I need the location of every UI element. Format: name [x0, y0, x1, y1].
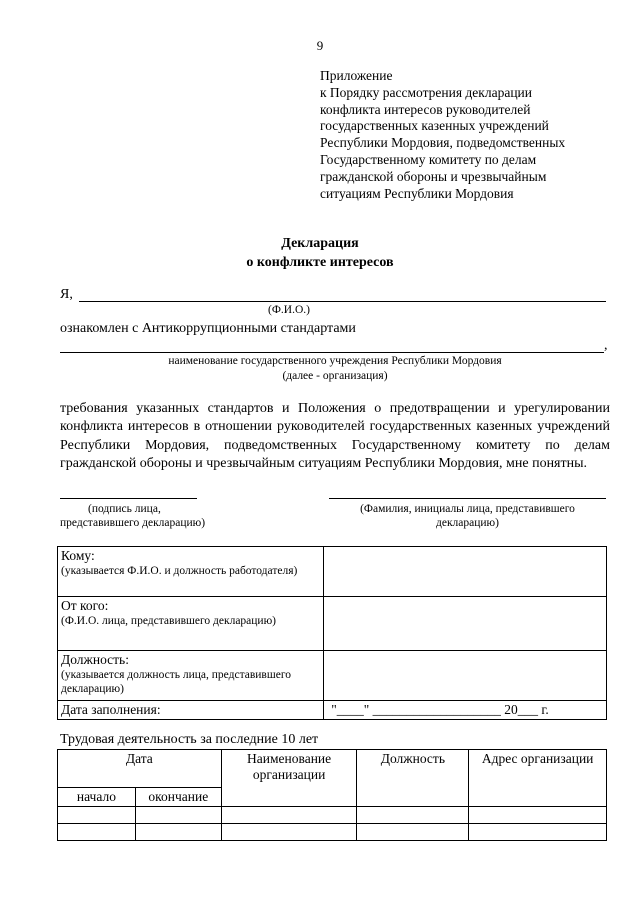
table-row: [58, 807, 607, 824]
to-cell: [58, 547, 324, 597]
name-initials-caption: (Фамилия, инициалы лица, представившего: [360, 503, 575, 515]
to-label: Кому:: [61, 548, 95, 563]
acquainted-text: ознакомлен с Антикоррупционными стандартами: [60, 321, 356, 336]
table-cell[interactable]: [357, 824, 469, 841]
declarant-prefix: Я,: [60, 287, 73, 302]
document-subtitle: о конфликте интересов: [246, 255, 394, 270]
header-organization: Наименование организации: [221, 750, 357, 807]
table-row: [58, 701, 607, 720]
work-history-caption: Трудовая деятельность за последние 10 лет: [60, 732, 319, 747]
signature-caption-2: представившего декларацию): [60, 517, 206, 529]
appendix-line: государственных казенных учреждений: [320, 118, 549, 134]
table-cell[interactable]: [135, 807, 221, 824]
name-initials-line[interactable]: [329, 498, 606, 499]
date-cell: [58, 701, 324, 720]
position-value-cell[interactable]: [324, 651, 607, 701]
fio-line[interactable]: [79, 301, 402, 302]
organization-caption: наименование государственного учреждения Республики Мордовия: [168, 355, 502, 367]
appendix-line: конфликта интересов руководителей: [320, 101, 531, 117]
declaration-form-table: [57, 546, 607, 720]
organization-comma: ,: [604, 338, 608, 353]
table-cell[interactable]: [357, 807, 469, 824]
table-cell[interactable]: [469, 824, 607, 841]
date-label: Дата заполнения:: [61, 702, 161, 717]
from-value-cell[interactable]: [324, 597, 607, 651]
table-row: [58, 547, 607, 597]
position-label: Должность:: [61, 652, 129, 667]
header-position: Должность: [357, 750, 469, 807]
signature-caption: (подпись лица,: [88, 503, 161, 515]
header-end: окончание: [135, 788, 221, 807]
to-note: (указывается Ф.И.О. и должность работодателя): [61, 565, 298, 577]
header-date: Дата: [58, 750, 222, 788]
header-address: Адрес организации: [469, 750, 607, 807]
appendix-line: ситуациям Республики Мордовия: [320, 185, 514, 201]
name-initials-caption-2: декларацию): [436, 517, 499, 529]
table-row: [58, 824, 607, 841]
appendix-line: Республики Мордовия, подведомственных: [320, 135, 566, 151]
table-row: [58, 651, 607, 701]
position-note: (указывается должность лица, представившего декларацию): [61, 669, 291, 695]
table-cell[interactable]: [58, 824, 136, 841]
table-cell[interactable]: [221, 807, 357, 824]
appendix-line: Государственному комитету по делам: [320, 151, 537, 167]
appendix-block: [320, 68, 620, 202]
work-history-table: [57, 749, 607, 841]
from-note: (Ф.И.О. лица, представившего декларацию): [61, 615, 277, 627]
appendix-line: к Порядку рассмотрения декларации: [320, 84, 532, 100]
fio-line-extra[interactable]: [402, 301, 606, 302]
fio-caption: (Ф.И.О.): [268, 304, 310, 316]
date-value-cell[interactable]: [324, 701, 607, 720]
organization-caption-2: (далее - организация): [282, 370, 388, 382]
document-title: Декларация: [281, 236, 359, 251]
date-value: "____" ___________________ 20___ г.: [331, 702, 549, 717]
header-start: начало: [58, 788, 136, 807]
table-cell[interactable]: [58, 807, 136, 824]
table-cell[interactable]: [221, 824, 357, 841]
signature-line[interactable]: [60, 498, 197, 499]
to-value-cell[interactable]: [324, 547, 607, 597]
from-label: От кого:: [61, 598, 109, 613]
table-row: [58, 597, 607, 651]
table-cell[interactable]: [135, 824, 221, 841]
table-header-row: [58, 750, 607, 788]
organization-line[interactable]: [60, 352, 604, 353]
table-cell[interactable]: [469, 807, 607, 824]
appendix-line: Приложение: [320, 68, 393, 83]
page-number: 9: [316, 38, 324, 53]
position-cell: [58, 651, 324, 701]
declaration-paragraph: требования указанных стандартов и Положения о предотвращении и урегулировании конфликта интересов в отношении руководителей государственных казенных учреждений Республики Мордовия, подведомственных Государственному комитету по делам гражданской обороны и чрезвычайным ситуациям Республики Мордовия, мне понятны.: [60, 401, 610, 472]
from-cell: [58, 597, 324, 651]
appendix-line: гражданской обороны и чрезвычайным: [320, 168, 547, 184]
